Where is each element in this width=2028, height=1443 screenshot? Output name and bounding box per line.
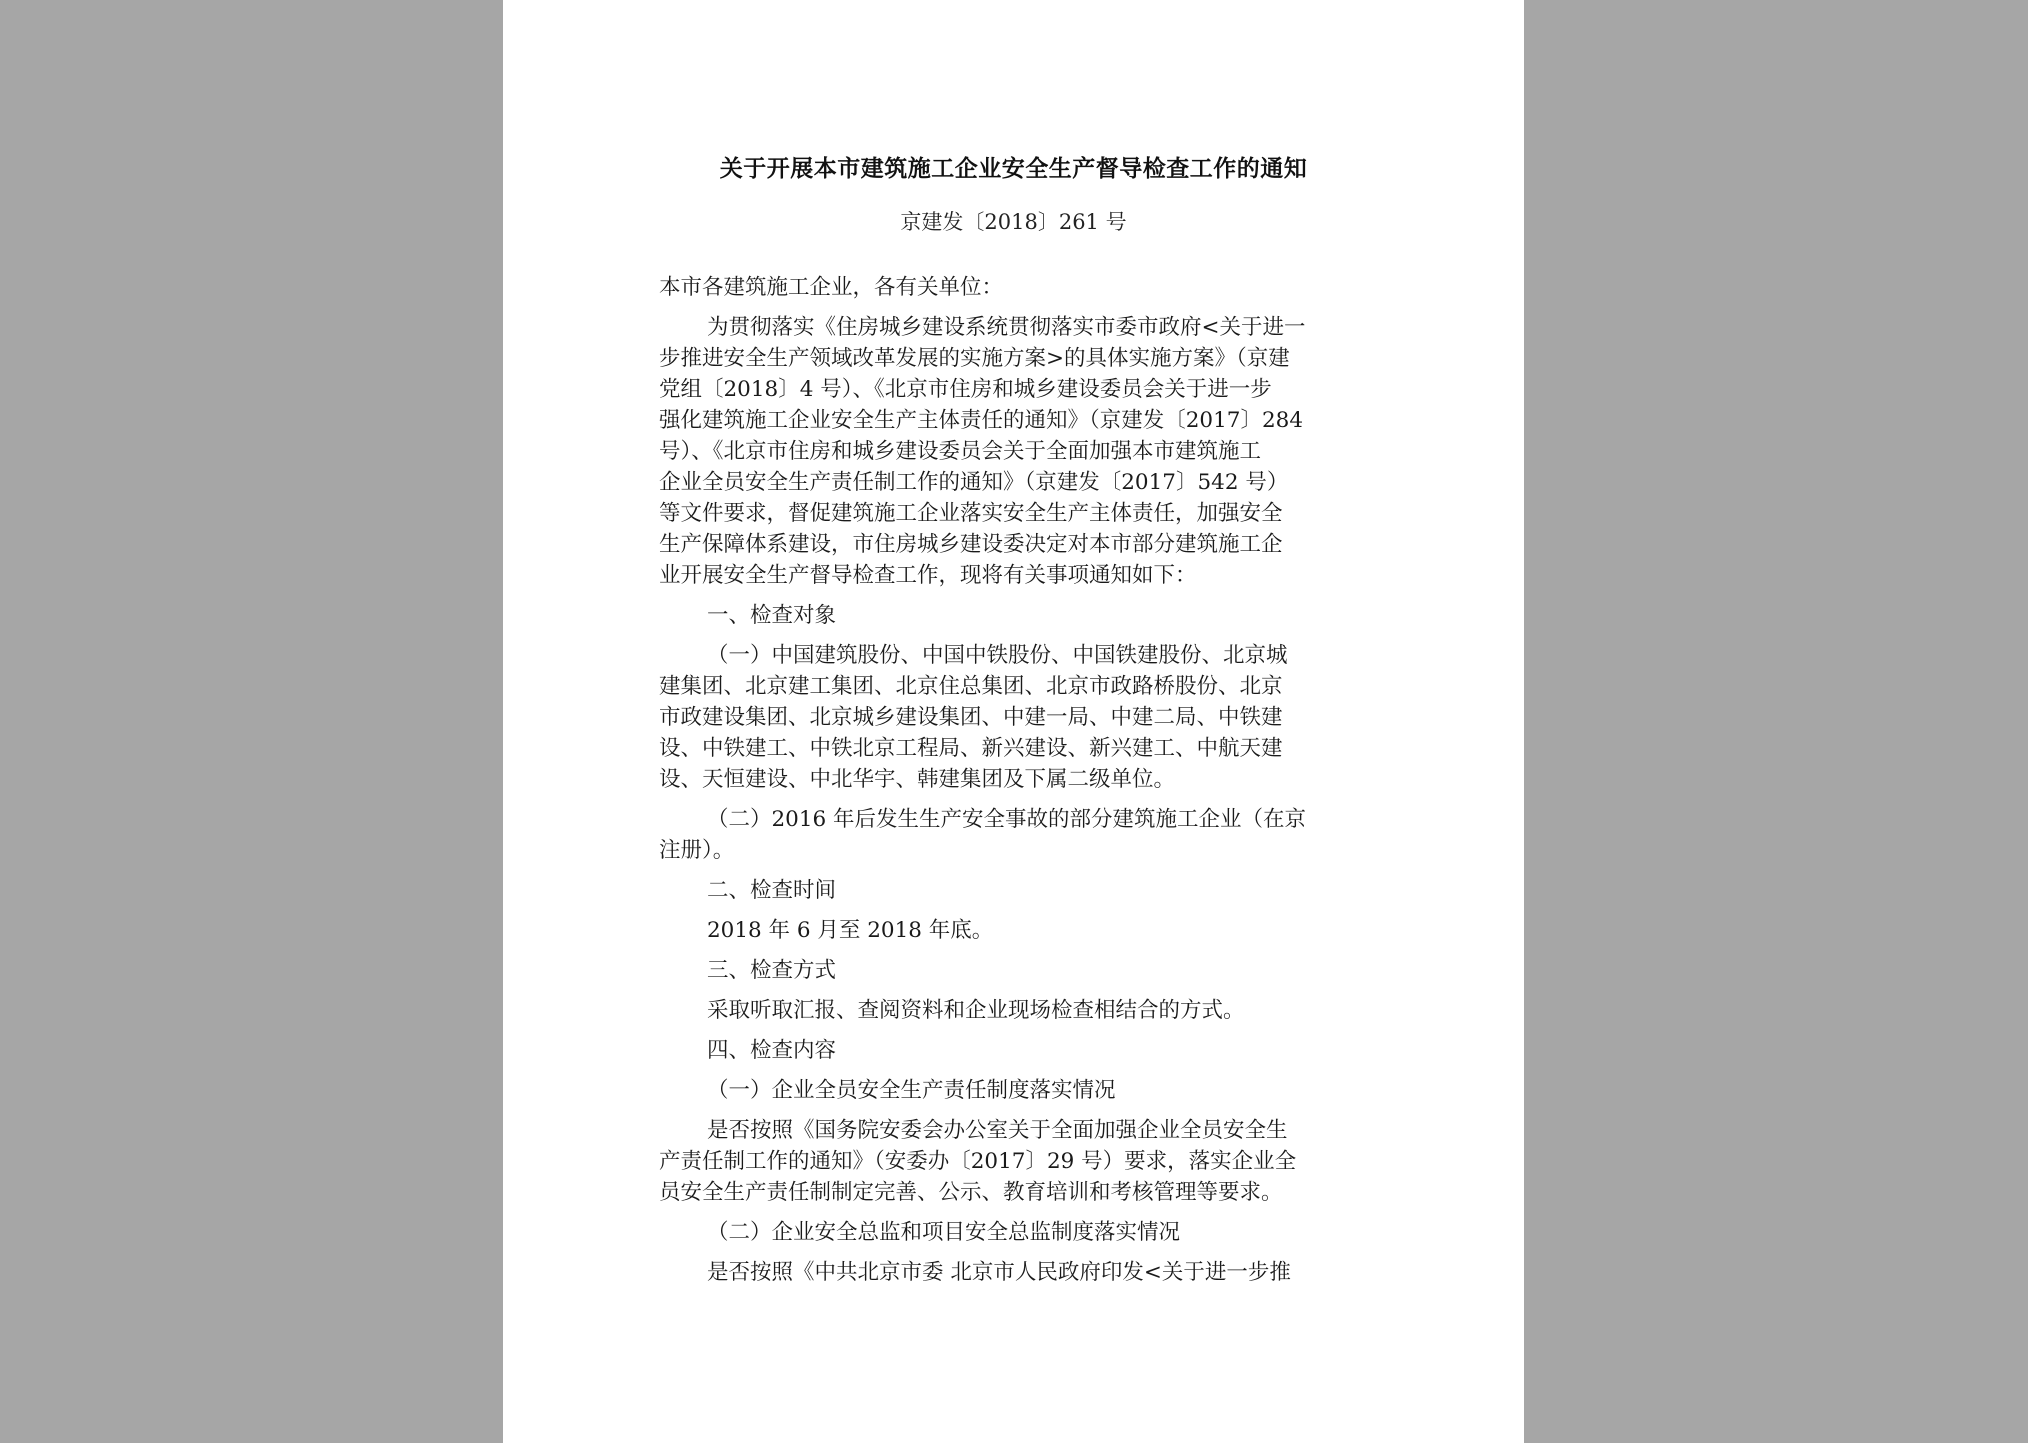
text-line: 是否按照《国务院安委会办公室关于全面加强企业全员安全生 [707,1118,1288,1143]
text-line: 产责任制工作的通知》（安委办〔2017〕29 号）要求，落实企业全 [659,1149,1297,1174]
text-line: 本市各建筑施工企业，各有关单位： [659,275,1004,300]
text-line: 步推进安全生产领域改革发展的实施方案>的具体实施方案》（京建 [659,346,1290,371]
text-line: 四、检查内容 [707,1038,837,1063]
document-body [659,272,1363,1288]
text-line: 等文件要求，督促建筑施工企业落实安全生产主体责任，加强安全 [659,501,1283,526]
text-line: 生产保障体系建设，市住房城乡建设委决定对本市部分建筑施工企 [659,532,1283,557]
text-line: 注册）。 [659,838,735,863]
paragraph [659,1075,1363,1106]
text-line: （二）企业安全总监和项目安全总监制度落实情况 [707,1220,1181,1245]
paragraph [659,600,1363,631]
text-line: 采取听取汇报、查阅资料和企业现场检查相结合的方式。 [707,998,1245,1023]
document-number: 京建发〔2018〕261 号 [900,210,1127,234]
text-line: 员安全生产责任制制定完善、公示、教育培训和考核管理等要求。 [659,1180,1283,1205]
text-line: 市政建设集团、北京城乡建设集团、中建一局、中建二局、中铁建 [659,705,1283,730]
paragraph [659,1217,1363,1248]
text-line: 是否按照《中共北京市委 北京市人民政府印发<关于进一步推 [707,1260,1291,1285]
text-line: （一）中国建筑股份、中国中铁股份、中国铁建股份、北京城 [707,643,1288,668]
paragraph [659,875,1363,906]
document-page [503,0,1524,1443]
paragraph [659,995,1363,1026]
paragraph [659,272,1363,303]
text-line: 为贯彻落实《住房城乡建设系统贯彻落实市委市政府<关于进一 [707,315,1306,340]
text-line: 二、检查时间 [707,878,837,903]
text-line: 设、中铁建工、中铁北京工程局、新兴建设、新兴建工、中航天建 [659,736,1283,761]
text-line: （一）企业全员安全生产责任制度落实情况 [707,1078,1116,1103]
text-line: 建集团、北京建工集团、北京住总集团、北京市政路桥股份、北京 [659,674,1283,699]
paragraph [659,804,1363,866]
text-line: 党组〔2018〕4 号）、《北京市住房和城乡建设委员会关于进一步 [659,377,1272,402]
text-line: 一、检查对象 [707,603,837,628]
text-line: 号）、《北京市住房和城乡建设委员会关于全面加强本市建筑施工 [659,439,1262,464]
text-line: 2018 年 6 月至 2018 年底。 [707,918,994,943]
text-line: 业开展安全生产督导检查工作，现将有关事项通知如下： [659,563,1197,588]
text-line: 设、天恒建设、中北华宇、韩建集团及下属二级单位。 [659,767,1176,792]
paragraph [659,640,1363,795]
document-title: 关于开展本市建筑施工企业安全生产督导检查工作的通知 [719,155,1308,182]
text-line: 强化建筑施工企业安全生产主体责任的通知》（京建发〔2017〕284 [659,408,1304,433]
paragraph [659,1257,1363,1288]
text-line: 企业全员安全生产责任制工作的通知》（京建发〔2017〕542 号） [659,470,1289,495]
paragraph [659,1035,1363,1066]
text-line: （二）2016 年后发生生产安全事故的部分建筑施工企业（在京 [707,807,1307,832]
paragraph [659,312,1363,591]
paragraph [659,955,1363,986]
paragraph [659,915,1363,946]
text-line: 三、检查方式 [707,958,837,983]
paragraph [659,1115,1363,1208]
